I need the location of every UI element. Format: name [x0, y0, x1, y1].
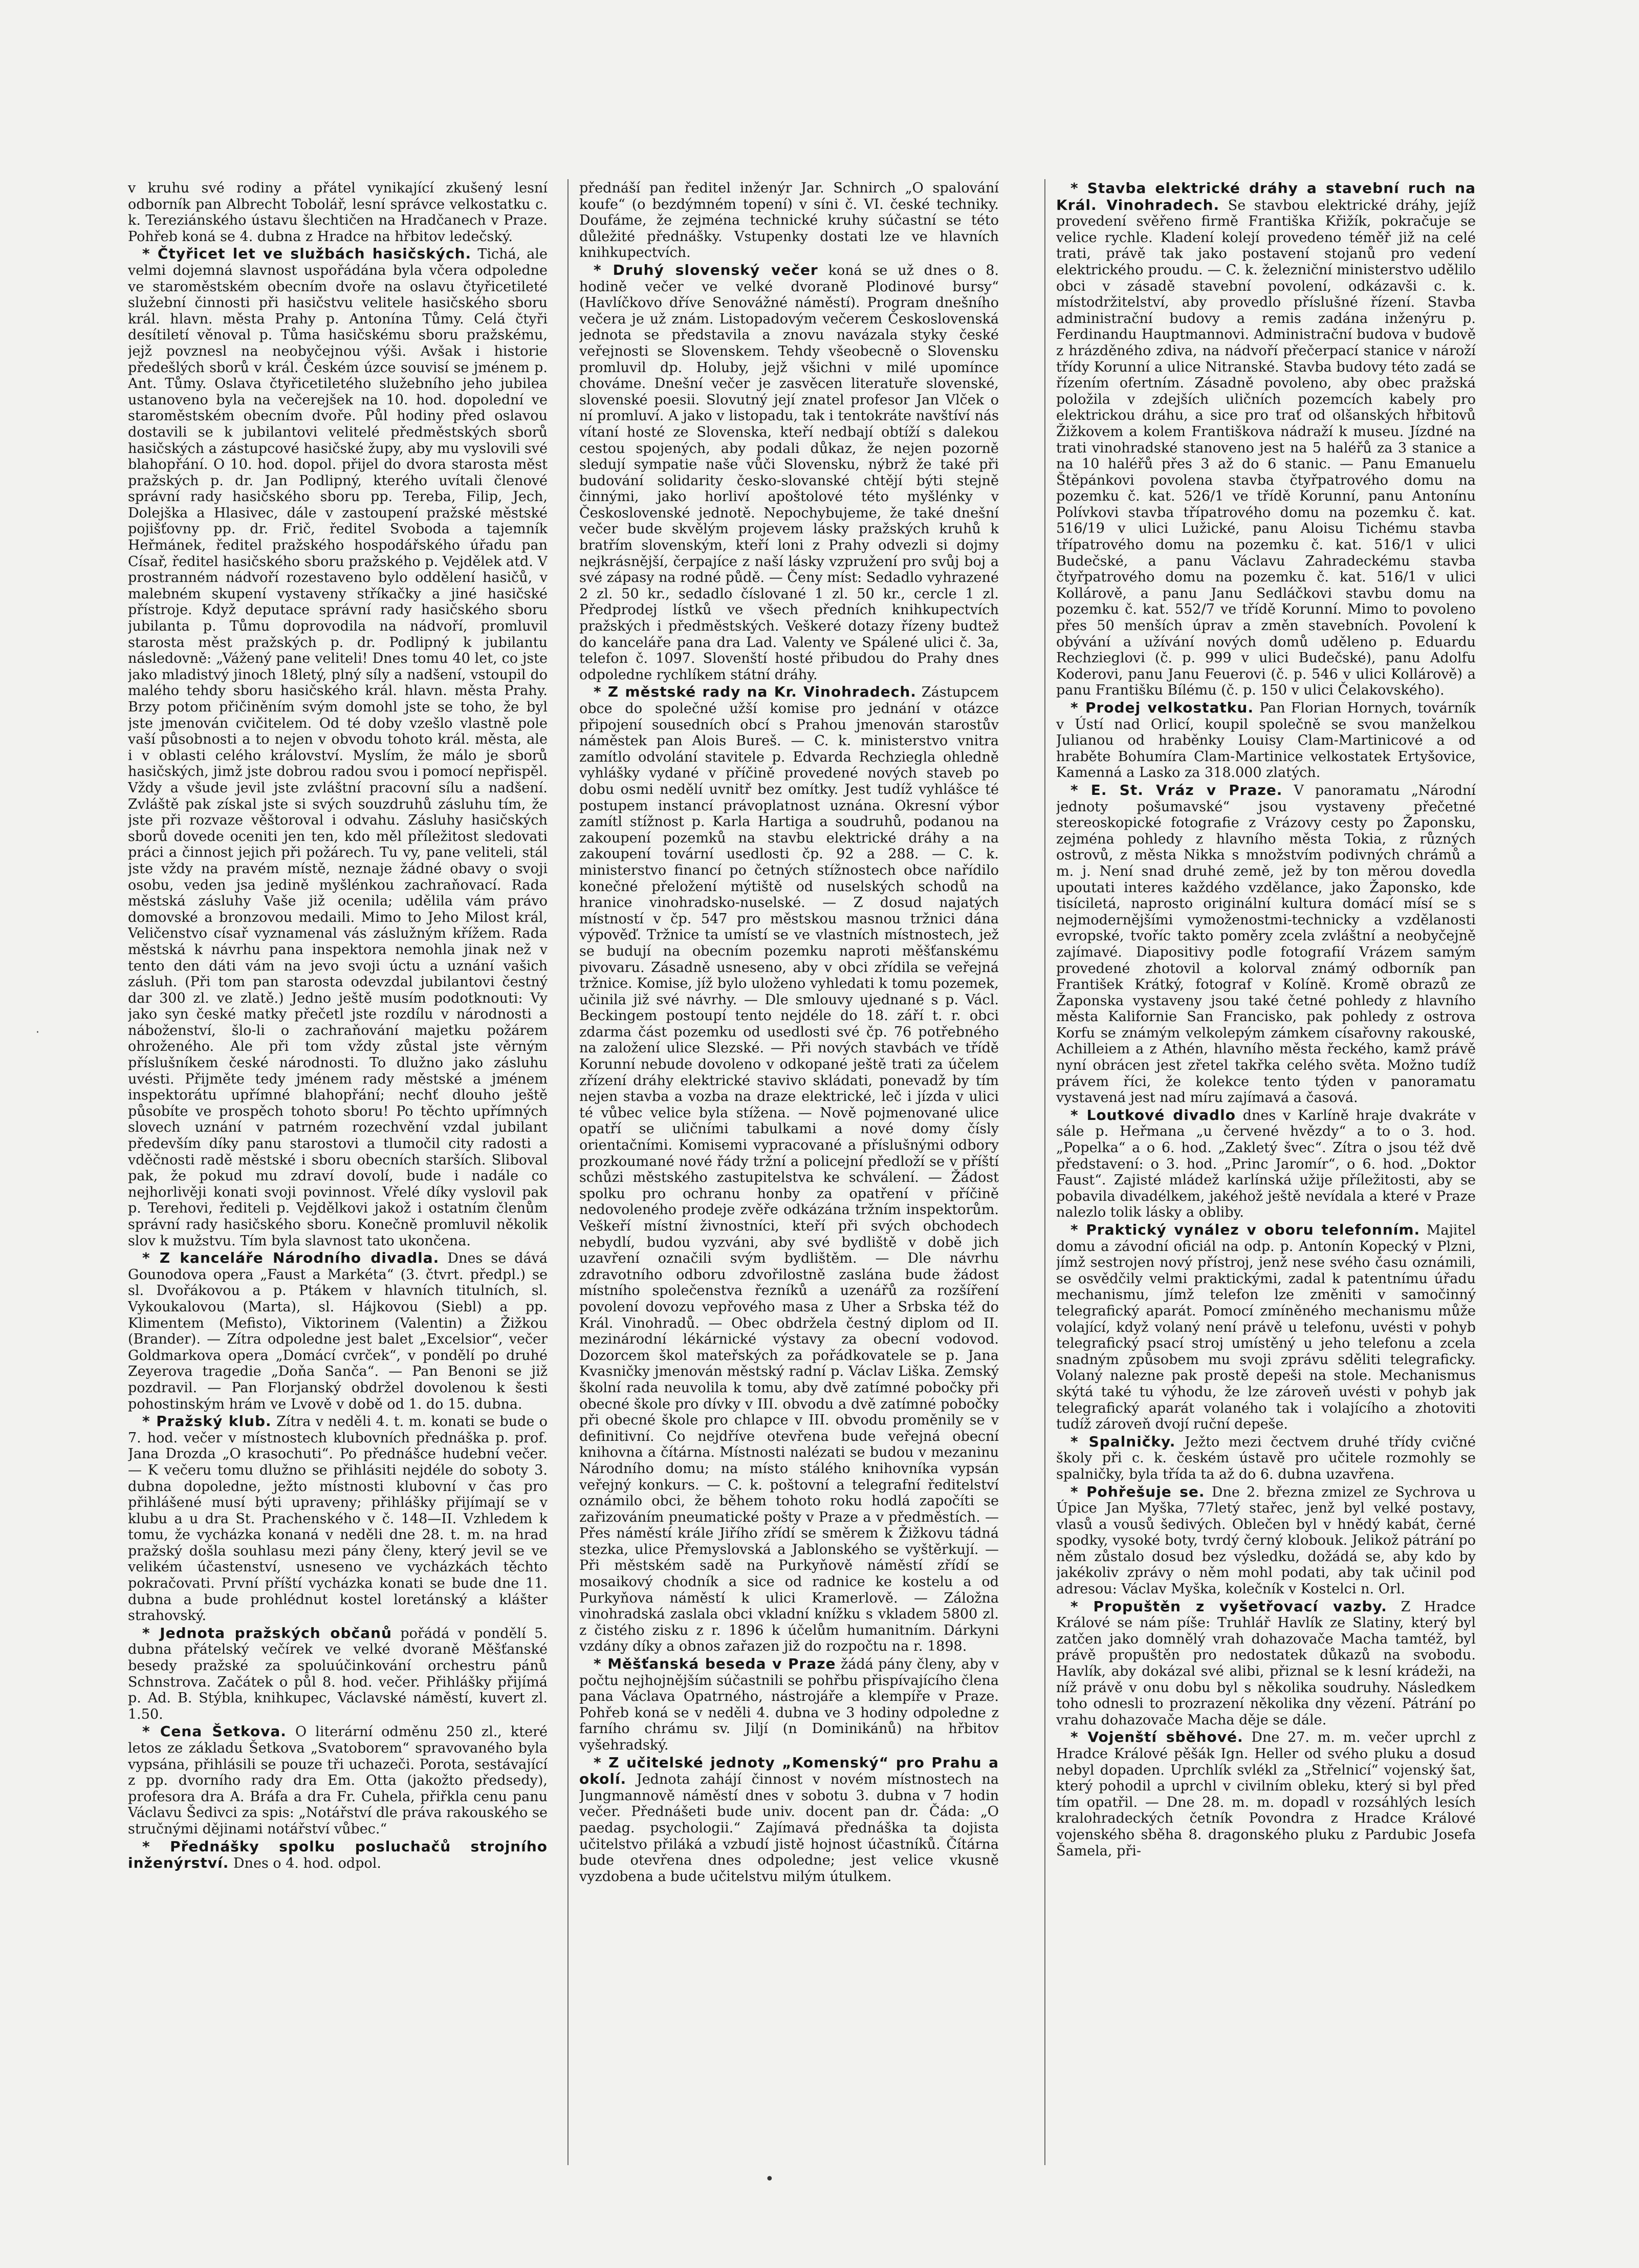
article-text: přednáší pan ředitel inženýr Jar. Schnirch „O spalování koufe“ (o bezdýmném topení) v síni č. VI. české techniky. Doufáme, že zejména technické kruhy súčastní se této důležité přednášky. Vstupenky dostati lze ve hlavních knihkupectvích.	[579, 180, 999, 261]
article-text: O literární odměnu 250 zl., které letos ze základu Šetkova „Svatoborem“ spravovaného byla vypsána, přihlásili se pouze tři uchazeči. Porota, sestávající z pp. dvorního rady dra Em. Otta (jakožto předsedy), profesora dra A. Bráfa a dra Fr. Cuhela, přiřkla cenu panu Václavu Šedivci za spis: „Notářství dle práva rakouského se stručnými dějinami notářství vůbec.“	[128, 1724, 548, 1837]
article	[128, 1839, 548, 1872]
article-text: v kruhu své rodiny a přátel vynikající zkušený lesní odborník pan Albrecht Tobolář, lesní správce velkostatku c. k. Tereziánského ústavu šlechtičen na Hradčanech v Praze. Pohřeb koná se 4. dubna z Hradce na hřbitov ledečský.	[128, 180, 548, 245]
article-heading: * Z městské rady na Kr. Vinohradech.	[594, 683, 916, 701]
article-text: Majitel domu a závodní oficiál na odp. p. Antonín Kopecký v Plzni, jímž sestrojen nový přístroj, jenž nese svého času oznámili, se osvědčily velmi praktickými, zadal k patentnímu úřadu mechanismu, jímž telefon lze změniti v samočinný telegrafický aparát. Pomocí zmíněného mechanismu může volající, když volaný není právě u telefonu, uvésti v pohyb telegrafický psací stroj umístěný u jeho telefonu a zcela snadným způsobem mu svoji zprávu sděliti telegraficky. Volaný nalezne pak prostě depeši na stole. Mechanismus skýtá také tu výhodu, že lze zároveň uvésti v pohyb jak telegrafický aparát volaného tak i volajícího a zhotoviti tudíž zároveň dvojí ruční depeše.	[1056, 1222, 1476, 1433]
article-text: V panoramatu „Národní jednoty pošumavské“ jsou vystaveny přečetné stereoskopické fotografie z Vrázovy cesty po Žaponsku, zejména pohledy z hlavního města Tokia, z různých ostrovů, z města Nikka s množstvím podivných chrámů a m. j. Není snad druhé země, jež by ton měrou dovedla upoutati interes každého vzdělance, jako Žaponsko, kde tisíciletá, naprosto originální kultura domácí mísí se s nejmodernějšími vymoženostmi-technicky a vzdělanosti evropské, tvoříc takto poměry zcela zvláštní a neobyčejně zajímavé. Diapositivy podle fotografií Vrázem samým provedené zhotovil a kolorval známý odborník pan František Krátký, fotograf v Kolíně. Kromě obrazů ze Žaponska vystaveny jsou také četné pohledy z hlavního města Kalifornie San Francisko, pak pohledy z ostrova Korfu se známým velkolepým zámkem císařovny rakouské, Achilleiem a z Athén, hlavního města řeckého, kamž právě nyní obrácen jest zřetel takřka celého světa. Možno tudíž právem říci, že kolekce tento týden v panoramatu vystavená jest nad míru zajímavá a časová.	[1056, 782, 1476, 1106]
article-text: dnes v Karlíně hraje dvakráte v sále p. Heřmana „u červené hvězdy“ a to o 3. hod. „Popelka“ a o 6. hod. „Zakletý švec“. Zítra o jsou též dvě představení: o 3. hod. „Princ Jaromír“, o 6. hod. „Doktor Faust“. Zajisté mládež karlínská užije příležitosti, aby se pobavila divadélkem, jakéhož ještě nevídala a které v Praze nalezlo tolik lásky a obliby.	[1056, 1107, 1476, 1221]
article-heading: * Propuštěn z vyšetřovací vazby.	[1070, 1597, 1387, 1615]
article-text: Ježto mezi čectvem druhé třídy cvičné školy při c. k. českém ústavě pro učitele rozmohly se spalničky, byla třída ta až do 6. dubna uzavřena.	[1056, 1434, 1476, 1482]
article-heading: * Cena Šetkova.	[142, 1723, 287, 1740]
column-rule	[1044, 179, 1045, 2165]
article-text: žádá pány členy, aby v počtu nejhojnějším súčastnili se pohřbu přispívajícího člena pana Václava Opatrného, nástrojáře a klempíře v Praze. Pohřeb koná se v neděli 4. dubna ve 3 hodiny odpoledne z farního chrámu sv. Jiljí (n Dominikánů) na hřbitov vyšehradský.	[579, 1656, 999, 1753]
article	[128, 1625, 548, 1723]
article-heading: * Z učitelské jednoty „Komenský“ pro Prahu a okolí.	[579, 1754, 999, 1788]
article-heading: * Pohřešuje se.	[1070, 1483, 1205, 1500]
article-text: Z Hradce Králové se nám píše: Truhlář Havlík ze Slatiny, který byl zatčen jako domnělý vrah dohazovače Macha tamtéž, byl právě propuštěn pro nedostatek důkazů na svobodu. Havlík, aby dokázal své alibi, přiznal se k lesní krádeži, na níž právě v onu dobu byl s několika soudruhy. Následkem toho odnesli to prozrazení několika dny vězení. Pátrání po vrahu dohazovače Macha děje se dále.	[1056, 1599, 1476, 1728]
article	[579, 180, 999, 261]
article	[128, 1250, 548, 1412]
article	[579, 684, 999, 1655]
article-text: Dnes se dává Gounodova opera „Faust a Markéta“ (3. čtvrt. předpl.) se sl. Dvořákovou a p. Ptákem v hlavních titulních, sl. Vykoukalovou (Marta), sl. Hájkovou (Siebl) a pp. Klimentem (Mefisto), Viktorinem (Valentin) a Žižkou (Brander). — Zítra odpoledne jest balet „Excelsior“, večer Goldmarkova opera „Domácí cvrček“, v pondělí po druhé Zeyerova tragedie „Doňa Sanča“. — Pan Benoni se již pozdravil. — Pan Florjanský obdržel dovolenou k šesti pohostinským hrám ve Lvově v době od 1. do 15. dubna.	[128, 1250, 548, 1412]
article-text: Zástupcem obce do společné užší komise pro jednání v otázce připojení sousedních obcí s Prahou jmenován starostův náměstek pan Alois Bureš. — C. k. ministerstvo vnitra zamítlo odvolání stavitele p. Edvarda Rechziegla ohledně vyhlášky vydané v příčině provedené nových staveb po dobu osmi nedělí uvnitř bez omítky. Jest tudíž vyhlášce té postupem instancí právoplatnost uznána. Okresní výbor zamítl stížnost p. Karla Hartiga a soudruhů, podanou na zakoupení pozemků na stavbu elektrické dráhy a na zakoupení tovární usedlosti čp. 92 a 288. — C. k. ministerstvo financí po četných stížnostech obce nařídilo konečné přeložení mýtiště od nuselských schodů na hranice vinohradsko-nuselské. — Z dosud najatých místností v čp. 547 pro městskou masnou tržnici dána výpověď. Tržnice ta umístí se ve vlastních místnostech, jež se budují na obecním pozemku naproti měšťanskému pivovaru. Zásadně usneseno, aby v obci zřídila se veřejná tržnice. Komise, jíž bylo uloženo vyhledati k tomu pozemek, učinila již své návrhy. — Dle smlouvy ujednané s p. Václ. Beckingem postoupí tento nejdéle do 18. září t. r. obci zdarma část pozemku od usedlosti své čp. 76 potřebného na založení ulice Slezské. — Při nových stavbách ve třídě Korunní nebude dovoleno v odkopané ještě trati za účelem zřízení dráhy elektrické stavivo skládati, ponevadž by tím nejen stavba a vozba na draze elektrické, leč i jízda v ulici té vůbec velice byla stížena. — Nově pojmenované ulice opatří se uličními tabulkami a nové domy čísly orientačními. Komisemi vypracované a příslušnými odbory prozkoumané nové řády tržní a policejní předloží se v příští schůzi městského zastupitelstva ke schválení. — Žádost spolku pro ochranu honby za opatření v příčině nedovoleného prodeje zvěře odkázána tržním inspektorům. Veškeří místní živnostníci, kteří při svých obchodech nebydlí, budou vyzváni, aby své bydliště v době jich uzavření označili svým bydlištěm. — Dle návrhu zdravotního odboru zdvořilostně zaslána bude žádost místního společenstva řezníků a uzenářů za rozšíření povolení dovozu vepřového masa z Uher a Srbska též do Král. Vinohradů. — Obec obdržela čestný diplom od II. mezinárodní lékárnické výstavy za obecní vodovod. Dozorcem škol mateřských za pořádkovatele se p. Jana Kvasničky jmenován městský radní p. Václav Liška. Zemský školní rada neuvolila k tomu, aby dvě zatímné pobočky při obecné škole pro dívky v III. obvodu a dvě zatímné pobočky při obecné škole pro chlapce v III. obvodu proměnily se v definitivní. Co nejdříve otevřena bude veřejná obecní knihovna a čítárna. Místnosti nalézati se budou v mezaninu Národního domu; na místo stálého knihovníka vypsán veřejný konkurs. — C. k. poštovní a telegrafní ředitelství oznámilo obci, že během tohoto roku hodlá započíti se zařizováním pneumatické pošty v Praze a v předměstích. — Přes náměstí krále Jiřího zřídí se směrem k Žižkovu tádná stezka, ulice Přemyslovská a Jablonského se vyštěrkují. — Při městském sadě na Purkyňově náměstí zřídí se mosaikový chodník a sice od radnice ke kostelu a od Purkyňova náměstí k ulici Kramerlově. — Záložna vinohradská zaslala obci vkladní knížku s vkladem 5800 zl. z čistého zisku z r. 1896 k účelům humanitním. Dárkyni vzdány díky a obnos zařazen již do rozpočtu na r. 1898.	[579, 684, 999, 1655]
article	[128, 246, 548, 1249]
article-text: koná se už dnes o 8. hodině večer ve velké dvoraně Plodinové bursy“ (Havlíčkovo dříve Senovážné náměstí). Program dnešního večera je už znám. Listopadovým večerem Československá jednota se představila a znovu navázala styky české veřejnosti se Slovenskem. Tehdy všeobecně o Slovensku promluvil dp. Holuby, jejž všichni v milé upomínce chováme. Dnešní večer je zasvěcen literatuře slovenské, slovenské poesii. Slovutný její znatel profesor Jan Vlček o ní promluví. A jako v listopadu, tak i tentokráte navštíví nás vítaní hosté ze Slovenska, kteří nedbají obtíží s dalekou cestou spojených, aby podali důkaz, že nejen pozorně sledují sympatie naše vůči Slovensku, nýbrž že také při budování solidarity česko-slovanské chtějí býti stejně činnými, jako horliví apoštolové této myšlénky v Československé jednotě. Nepochybujeme, že také dnešní večer bude skvělým projevem lásky pražských kruhů k bratřím slovenským, kteří loni z Prahy odvezli si dojmy nejkrásnější, čerpajíce z naší lásky vzpružení pro svůj boj a své zápasy na rodné půdě. — Čeny míst: Sedadlo vyhrazené 2 zl. 50 kr., sedadlo číslované 1 zl. 50 kr., cercle 1 zl. Předprodej lístků ve všech předních knihkupectvích pražských i předměstských. Veškeré dotazy řízeny budtež do kanceláře pana dra Lad. Valenty ve Spálené ulici č. 3a, telefon č. 1097. Slovenští hosté přibudou do Prahy dnes odpoledne rychlíkem státní dráhy.	[579, 262, 999, 683]
article-heading: * Spalničky.	[1070, 1433, 1176, 1450]
article-heading: * Přednášky spolku posluchačů strojního inženýrství.	[128, 1838, 548, 1872]
column-3	[1056, 180, 1476, 2166]
article-heading: * Z kanceláře Národního divadla.	[142, 1249, 440, 1267]
article	[1056, 1729, 1476, 1859]
article	[579, 262, 999, 683]
article-text: Dne 27. m. m. večer uprchl z Hradce Králové pěšák Ign. Heller od svého pluku a dosud nebyl dopaden. Uprchlík svlékl za „Střelnicí“ vojenský šat, který pohodil a uprchl v civilním obleku, který si byl před tím opatřil. — Dne 28. m. m. dopadl v rozsáhlých lesích kralohradeckých četník Povondra z Hradce Králové vojenského sběha 8. dragonského pluku z Pardubic Josefa Šamela, při-	[1056, 1730, 1476, 1859]
column-2	[579, 180, 999, 2166]
article-heading: * Druhý slovenský večer	[594, 261, 818, 278]
article	[128, 1723, 548, 1837]
article-heading: * Praktický vynález v oboru telefonním.	[1070, 1221, 1421, 1238]
article-text: Dne 2. března zmizel ze Sychrova u Úpice Jan Myška, 77letý stařec, jenž byl velké postavy, vlasů a vousů šedivých. Oblečen byl v hnědý kabát, černé spodky, vysoké boty, tvrdý černý klobouk. Jelikož pátrání po něm zůstalo dosud bez výsledku, dožádá se, aby kdo by jakékoliv zprávy o něm mohl podati, aby tak učinil pod adresou: Václav Myška, kolečník v Kostelci n. Orl.	[1056, 1484, 1476, 1597]
column-rule	[567, 179, 569, 2165]
article-text: Tichá, ale velmi dojemná slavnost uspořádána byla včera odpoledne ve staroměstském obecním dvoře na oslavu čtyřicetileté služební činnosti při hasičstvu velitele hasičského sboru král. hlavn. města Prahy p. Antonína Tůmy. Celá čtyři desítiletí věnoval p. Tůma hasičskému sboru pražskému, jejž povznesl na neobyčejnou výši. Avšak i historie předešlých sborů v král. Českém úzce souvisí se jménem p. Ant. Tůmy. Oslava čtyřicetiletého služebního jeho jubilea ustanoveno byla na večerejšek na 10. hod. dopolední ve staroměstském obecním dvoře. Půl hodiny před oslavou dostavili se k jubilantovi velitelé předměstských sborů hasičských a zástupcové hasičské župy, aby mu vyslovili své blahopřání. O 10. hod. dopol. přijel do dvora starosta měst pražských p. dr. Jan Podlipný, kterého uvítali členové správní rady hasičského sboru pp. Tereba, Filip, Jech, Dolejška a Hlasivec, dále v zastoupení pražské městské pojišťovny pp. dr. Frič, ředitel Svoboda a tajemník Heřmánek, ředitel pražského hospodářského úřadu pan Císař, ředitel hasičského sboru pražského p. Vejdělek atd. V prostranném nádvoří rozestaveno bylo oddělení hasičů, v malebném skupení vystaveny stříkačky a jiné hasičské přístroje. Když deputace správní rady hasičského sboru jubilanta p. Tůmu doprovodila na nádvoří, promluvil starosta měst pražských p. dr. Podlipný k jubilantu následovně: „Vážený pane veliteli! Dnes tomu 40 let, co jste jako mladistvý jinoch 18letý, plný síly a nadšení, vstoupil do malého tehdy sboru hasičského král. hlavn. města Prahy. Brzy potom přičiněním svým domohl jste se toho, že byl jste jmenován cvičitelem. Od té doby vzešlo vlastně pole vaší působnosti a to nejen v obvodu tohoto král. města, ale i v oblasti celého království. Myslím, že málo je sborů hasičských, jimž jste dobrou radou svou i pomocí nepřispěl. Vždy a všude jevil jste zvláštní pracovní sílu a nadšení. Zvláště pak získal jste si svých souzdruhů zásluhu tím, že jste při rozvaze věštoroval i odvahu. Zásluhy hasičských sborů dovede oceniti jen ten, kdo měl příležitost sledovati práci a činnost jejich při požárech. Tu vy, pane veliteli, stál jste vždy na pravém místě, neznaje žádné obavy o svoji osobu, veden jsa jedině myšlénkou zachraňovací. Rada městská zásluhy Vaše již ocenila; udělila vám právo domovské a bronzovou medaili. Mimo to Jeho Milost král, Veličenstvo císař vyznamenal vás záslužným křížem. Rada městská k návrhu pana inspektora nemohla jinak než v tento den dáti vám na jevo svoji úctu a uznání vašich zásluh. (Při tom pan starosta odevzdal jubilantovi čestný dar 300 zl. ve zlatě.) Jedno ještě musím podotknouti: Vy jako syn české matky přečetl jste rozdílu v národnosti a náboženství, šlo-li o zachraňování majetku požárem ohroženého. Ale při tom vždy zůstal jste věrným příslušníkem české národnosti. To dlužno jako zásluhu uvésti. Přijměte tedy jménem rady městské a jménem inspektorátu upřímné blahopřání; nechť dlouho ještě působíte ve prospěch tohoto sboru! Po těchto upřímných slovech uznání v patrném rozechvění vzdal jubilant především díky panu starostovi a tlumočil city radosti a vděčnosti radě městské i sboru obecních starších. Sliboval pak, že pokud mu zdraví dovolí, bude i nadále co nejhorlivěji konati svoji povinnost. Vřelé díky vyslovil pak p. Terehovi, řediteli p. Vejdělkovi jakož i ostatním členům správní rady hasičského sboru. Konečně promluvil několik slov k mužstvu. Tím byla slavnost tato ukončena.	[128, 246, 548, 1249]
article-heading: * Stavba elektrické dráhy a stavební ruch na Král. Vinohradech.	[1056, 180, 1476, 213]
article	[1056, 180, 1476, 699]
article	[1056, 700, 1476, 781]
article-text: Zítra v neděli 4. t. m. konati se bude o 7. hod. večer v místnostech klubovních přednáška p. prof. Jana Drozda „O krasochuti“. Po přednášce hudební večer. — K večeru tomu dlužno se přihlásiti nejdéle do soboty 3. dubna dopoledne, ježto místnosti klubovní v čas pro přihlášené musí býti upraveny; přihlášky přijímají se v klubu a u dra St. Prachenského v č. 148—II. Vzhledem k tomu, že vycházka konaná v neděli dne 28. t. m. na hrad pražský došla souhlasu mezi pány členy, který jevil se ve velikém účastenství, usneseno ve vycházkách těchto pokračovati. První příští vycházka konati se bude dne 11. dubna a bude prohlédnut kostel loretánský a klášter strahovský.	[128, 1414, 548, 1624]
article-heading: * Pražský klub.	[142, 1413, 272, 1430]
article	[1056, 1222, 1476, 1433]
article	[1056, 1107, 1476, 1221]
article-text: pořádá v pondělí 5. dubna přátelský večírek ve velké dvoraně Měšťanské besedy pražské za spoluúčinkování orchestru pánů Schnstrova. Začátek o půl 8. hod. večer. Přihlášky přijímá p. Ad. B. Stýbla, knihkupec, Václavské náměstí, kuvert zl. 1.50.	[128, 1625, 548, 1722]
article	[1056, 1434, 1476, 1483]
article-heading: * Vojenští sběhové.	[1070, 1729, 1243, 1746]
article	[579, 1656, 999, 1754]
article-heading: * Prodej velkostatku.	[1070, 699, 1254, 716]
margin-mark: ·	[36, 1026, 39, 1039]
article-heading: * E. St. Vráz v Praze.	[1070, 781, 1283, 798]
article	[1056, 782, 1476, 1106]
print-mark: •	[765, 2170, 774, 2188]
article-heading: * Měšťanská beseda v Praze	[594, 1655, 836, 1673]
article	[1056, 1599, 1476, 1729]
column-1	[128, 180, 548, 2166]
article	[128, 180, 548, 245]
article-text: Jednota zahájí činnost v novém místnostech na Jungmannově náměstí dnes v sobotu 3. dubna v 7 hodin večer. Přednášeti bude univ. docent pan dr. Čáda: „O paedag. psychologii.“ Zajímavá přednáška ta dojista učitelstvo přiláká a vzbudí jistě hojnost účastníků. Čítárna bude otevřena dnes odpoledne; jest velice vkusně vyzdobena a bude učitelstvu milým útulkem.	[579, 1772, 999, 1885]
article-text: Pan Florian Hornych, továrník v Ústí nad Orlicí, koupil společně se svou manželkou Julianou od hraběnky Louisy Clam-Martinicové a od hraběte Bohumíra Clam-Martinice velkostatek Ertyšovice, Kamenná a Lasko za 318.000 zlatých.	[1056, 700, 1476, 781]
article-heading: * Loutkové divadlo	[1070, 1106, 1236, 1124]
article-text: Dnes o 4. hod. odpol.	[233, 1855, 381, 1872]
article	[1056, 1484, 1476, 1597]
article-text: Se stavbou elektrické dráhy, jejíž provedení svěřeno firmě Františka Křižík, pokračuje se velice rychle. Kladení kolejí provedeno téměř již na celé trati, právě tak jako postavení stojanů pro vedení elektrického proudu. — C. k. železniční ministerstvo udělilo obci v zásadě stavební povolení, odkázavši c. k. místodržitelství, aby provedlo příslušné řízení. Stavba administrační budovy a remis zadána inženýru p. Ferdinandu Hauptmannovi. Administrační budova v budově z hrázděného zdiva, na nádvoří přečerpací stanice v nároží třídy Korunní a ulice Nitranské. Stavba budovy této zadá se řízením ofertním. Zásadně povoleno, aby obec pražská položila v zdejších uličních pozemcích kabely pro elektrickou dráhu, a sice pro trať od olšanských hřbitovů Žižkovem a kolem Františkova nádraží k museu. Jízdné na trati vinohradské stanoveno jest na 5 haléřů za 3 stanice a na 10 haléřů přes 3 až do 6 stanic. — Panu Emanuelu Štěpánkovi povolena stavba čtyřpatrového domu na pozemku č. kat. 526/1 ve třídě Korunní, panu Antonínu Polívkovi stavba třípatrového domu na pozemku č. kat. 516/19 v ulici Lužické, panu Aloisu Tichému stavba třípatrového domu na pozemku č. kat. 516/1 v ulici Budečské, a panu Václavu Zahradeckému stavba čtyřpatrového domu na pozemku č. kat. 516/1 v ulici Kollárově, a panu Janu Sedláčkovi stavbu domu na pozemku č. kat. 552/7 ve třídě Korunní. Mimo to povoleno přes 50 menších úprav a změn stavebních. Povolení k obývání a užívání nových domů uděleno p. Eduardu Rechzieglovi (č. p. 999 v ulici Budečské), panu Adolfu Koderovi, panu Janu Feuerovi (č. p. 546 v ulici Kollárově) a panu Františku Bílému (č. p. 150 v ulici Čelakovského).	[1056, 197, 1476, 699]
article-heading: * Čtyřicet let ve službách hasičských.	[142, 245, 472, 263]
article	[579, 1755, 999, 1885]
article-heading: * Jednota pražských občanů	[142, 1624, 392, 1641]
article	[128, 1413, 548, 1624]
